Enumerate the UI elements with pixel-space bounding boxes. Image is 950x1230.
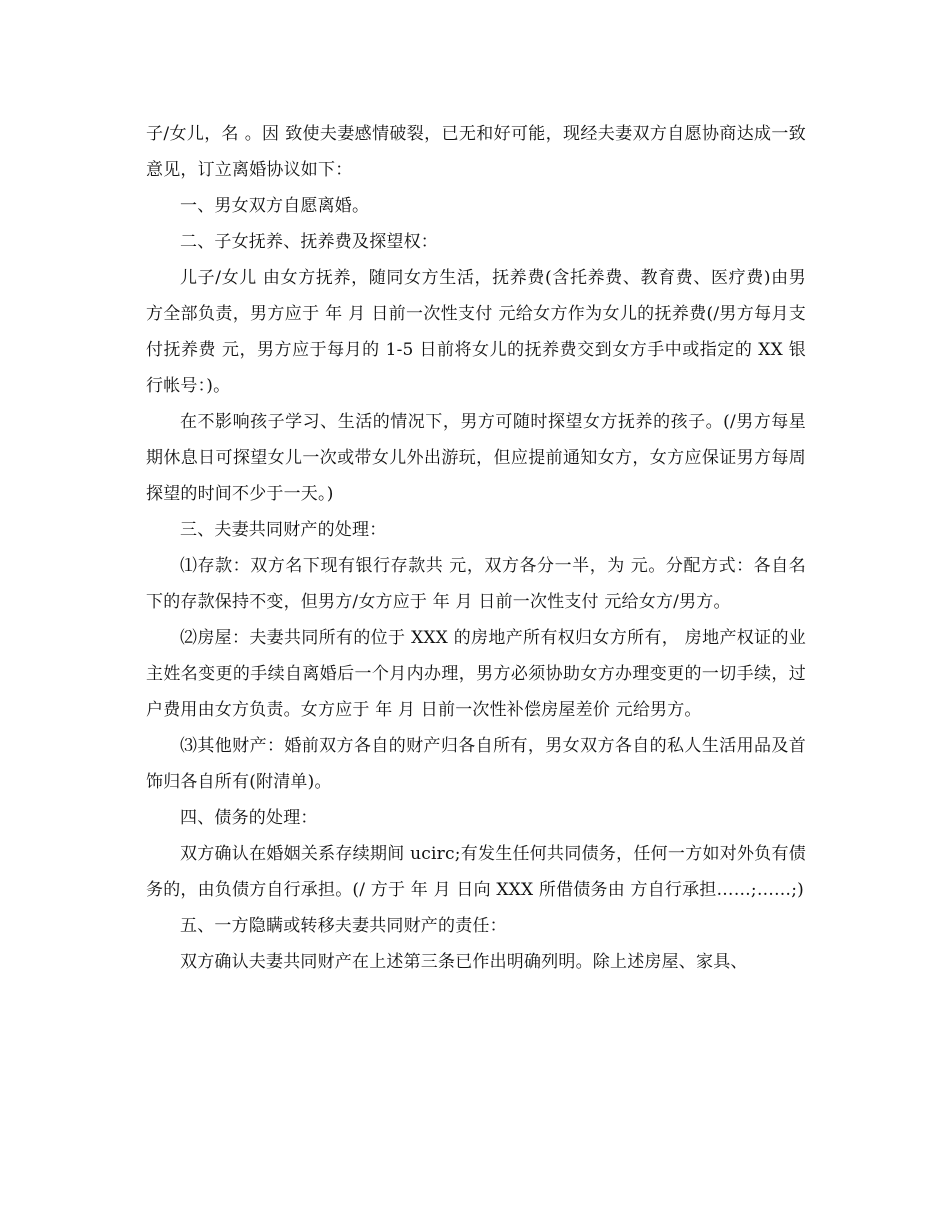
clause-3-other-property-paragraph: ⑶其他财产：婚前双方各自的财产归各自所有，男女双方各自的私人生活用品及首饰归各自所有(附清单)。 [146,736,806,792]
clause-5-paragraph: 双方确认夫妻共同财产在上述第三条已作出明确列明。除上述房屋、家具、 [180,952,748,972]
clause-3-housing-paragraph: ⑵房屋：夫妻共同所有的位于 XXX 的房地产所有权归女方所有， 房地产权证的业主姓名变更的手续自离婚后一个月内办理，男方必须协助女方办理变更的一切手续，过户费用由女方负责。女方应于 年 月 日前一次性补偿房屋差价 元给男方。 [146,628,806,720]
clause-2-visitation-paragraph: 在不影响孩子学习、生活的情况下，男方可随时探望女方抚养的孩子。(/男方每星期休息日可探望女儿一次或带女儿外出游玩，但应提前通知女方，女方应保证男方每周探望的时间不少于一天。) [146,412,806,504]
clause-1-heading: 一、男女双方自愿离婚。 [180,196,370,216]
clause-2-custody-paragraph: 儿子/女儿 由女方抚养，随同女方生活，抚养费(含托养费、教育费、医疗费)由男方全部负责，男方应于 年 月 日前一次性支付 元给女方作为女儿的抚养费(/男方每月支付抚养费 元，男方应于每月的 1-5 日前将女儿的抚养费交到女方手中或指定的 XX 银行帐号：)。 [146,268,806,396]
clause-3-heading: 三、夫妻共同财产的处理： [180,520,387,540]
clause-4-heading: 四、债务的处理： [180,808,318,828]
paragraph-intro: 子/女儿，名 。因 致使夫妻感情破裂，已无和好可能，现经夫妻双方自愿协商达成一致意见，订立离婚协议如下： [146,124,806,180]
clause-3-deposits-paragraph: ⑴存款：双方名下现有银行存款共 元，双方各分一半，为 元。分配方式：各自名下的存款保持不变，但男方/女方应于 年 月 日前一次性支付 元给女方/男方。 [146,556,806,612]
clause-2-heading: 二、子女抚养、抚养费及探望权： [180,232,438,252]
clause-4-debts-paragraph: 双方确认在婚姻关系存续期间 ucirc;有发生任何共同债务，任何一方如对外负有债务的，由负债方自行承担。(/ 方于 年 月 日向 XXX 所借债务由 方自行承担……;……;) [146,844,806,900]
document-body [146,116,806,980]
clause-5-heading: 五、一方隐瞒或转移夫妻共同财产的责任： [180,916,507,936]
